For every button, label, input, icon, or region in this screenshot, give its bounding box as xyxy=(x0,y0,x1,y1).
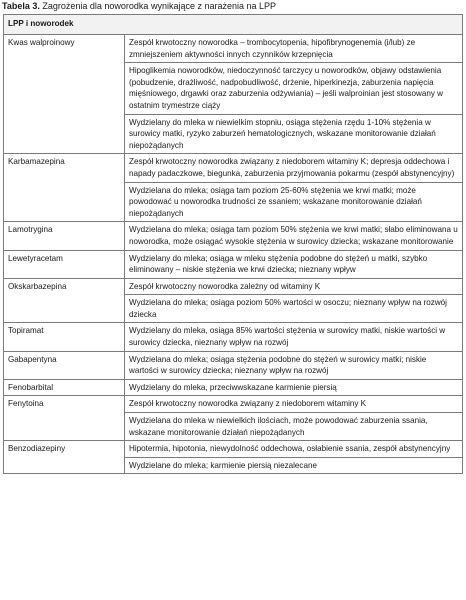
effect-cell: Zespół krwotoczny noworodka – trombocytopenia, hipofibrynogenemia (i/lub) ze zmniejszeniem aktywności innych czynników krzepnięcia xyxy=(125,35,463,63)
effect-cell: Zespół krwotoczny noworodka związany z niedoborem witaminy K xyxy=(125,396,463,413)
effect-cell: Hipotermia, hipotonia, niewydolność oddechowa, osłabienie ssania, zespół abstynencyjny xyxy=(125,441,463,458)
drug-name-cell: Benzodiazepiny xyxy=(4,441,125,474)
effect-cell: Wydzielany do mleka w niewielkim stopniu, osiąga stężenia rzędu 1-10% stężenia w surowicy matki, ryzyko zaburzeń hematologicznych, wskazane monitorowanie działań niepożądanych xyxy=(125,114,463,154)
table-row xyxy=(4,441,463,458)
table-row xyxy=(4,222,463,250)
drug-name-cell: Okskarbazepina xyxy=(4,278,125,323)
effect-cell: Wydzielany do mleka; osiąga w mleku stężenia podobne do stężeń u matki, szybko eliminowany – niskie stężenia we krwi dziecka; nieznany wpływ xyxy=(125,250,463,278)
drug-name-cell: Fenytoina xyxy=(4,396,125,441)
caption-text: Zagrożenia dla noworodka wynikające z narażenia na LPP xyxy=(42,1,277,11)
risk-table xyxy=(3,14,463,474)
table-row xyxy=(4,323,463,351)
effect-cell: Hipoglikemia noworodków, niedoczynność tarczycy u noworodków, objawy odstawienia (pobudzenie, drażliwość, nadpobudliwość, drżenie, hiperkinezja, zaburzenia napięcia mięśniowego, drgawki oraz zaburzenia odżywiania) – jeśli walproinian jest stosowany w ostatnim trymestrze ciąży xyxy=(125,63,463,114)
table-row xyxy=(4,396,463,413)
effect-cell: Wydzielana do mleka; osiąga tam poziom 25-60% stężenia we krwi matki; może powodować u noworodka trudności ze ssaniem; wskazane monitorowanie działań niepożądanych xyxy=(125,182,463,222)
effect-cell: Wydzielane do mleka; karmienie piersią niezalecane xyxy=(125,457,463,474)
drug-name-cell: Fenobarbital xyxy=(4,379,125,396)
drug-name-cell: Karbamazepina xyxy=(4,154,125,222)
drug-name-cell: Kwas walproinowy xyxy=(4,35,125,154)
effect-cell: Wydzielany do mleka, przeciwwskazane karmienie piersią xyxy=(125,379,463,396)
drug-name-cell: Gabapentyna xyxy=(4,351,125,379)
effect-cell: Wydzielana do mleka; osiąga poziom 50% wartości w osoczu; nieznany wpływ na rozwój dziecka xyxy=(125,295,463,323)
effect-cell: Wydzielana do mleka; osiąga tam poziom 50% stężenia we krwi matki; słabo eliminowana u noworodka, może osiągać wysokie stężenia w surowicy dziecka; wskazane monitorowanie xyxy=(125,222,463,250)
effect-cell: Zespół krwotoczny noworodka zależny od witaminy K xyxy=(125,278,463,295)
table-row xyxy=(4,379,463,396)
table-row xyxy=(4,35,463,63)
table-row xyxy=(4,351,463,379)
header-row xyxy=(4,15,463,35)
table-row xyxy=(4,278,463,295)
effect-cell: Wydzielana do mleka; osiąga stężenia podobne do stężeń w surowicy matki; niskie wartości w surowicy dziecka; nieznany wpływ na rozwój xyxy=(125,351,463,379)
table-caption xyxy=(2,1,276,12)
drug-name-cell: Lamotrygina xyxy=(4,222,125,250)
caption-label: Tabela 3. xyxy=(2,1,40,11)
table-header: LPP i noworodek xyxy=(4,15,463,35)
effect-cell: Zespół krwotoczny noworodka związany z niedoborem witaminy K; depresja oddechowa i napady padaczkowe, biegunka, zaburzenia przyjmowania pokarmu (zespół abstynencyjny) xyxy=(125,154,463,182)
table-row xyxy=(4,154,463,182)
drug-name-cell: Topiramat xyxy=(4,323,125,351)
effect-cell: Wydzielany do mleka, osiąga 85% wartości stężenia w surowicy matki, niskie wartości w surowicy dziecka, nieznany wpływ na rozwój xyxy=(125,323,463,351)
table-row xyxy=(4,250,463,278)
effect-cell: Wydzielana do mleka w niewielkich ilościach, może powodować zaburzenia ssania, wskazane monitorowanie działań niepożądanych xyxy=(125,413,463,441)
drug-name-cell: Lewetyracetam xyxy=(4,250,125,278)
table-body xyxy=(4,15,463,474)
